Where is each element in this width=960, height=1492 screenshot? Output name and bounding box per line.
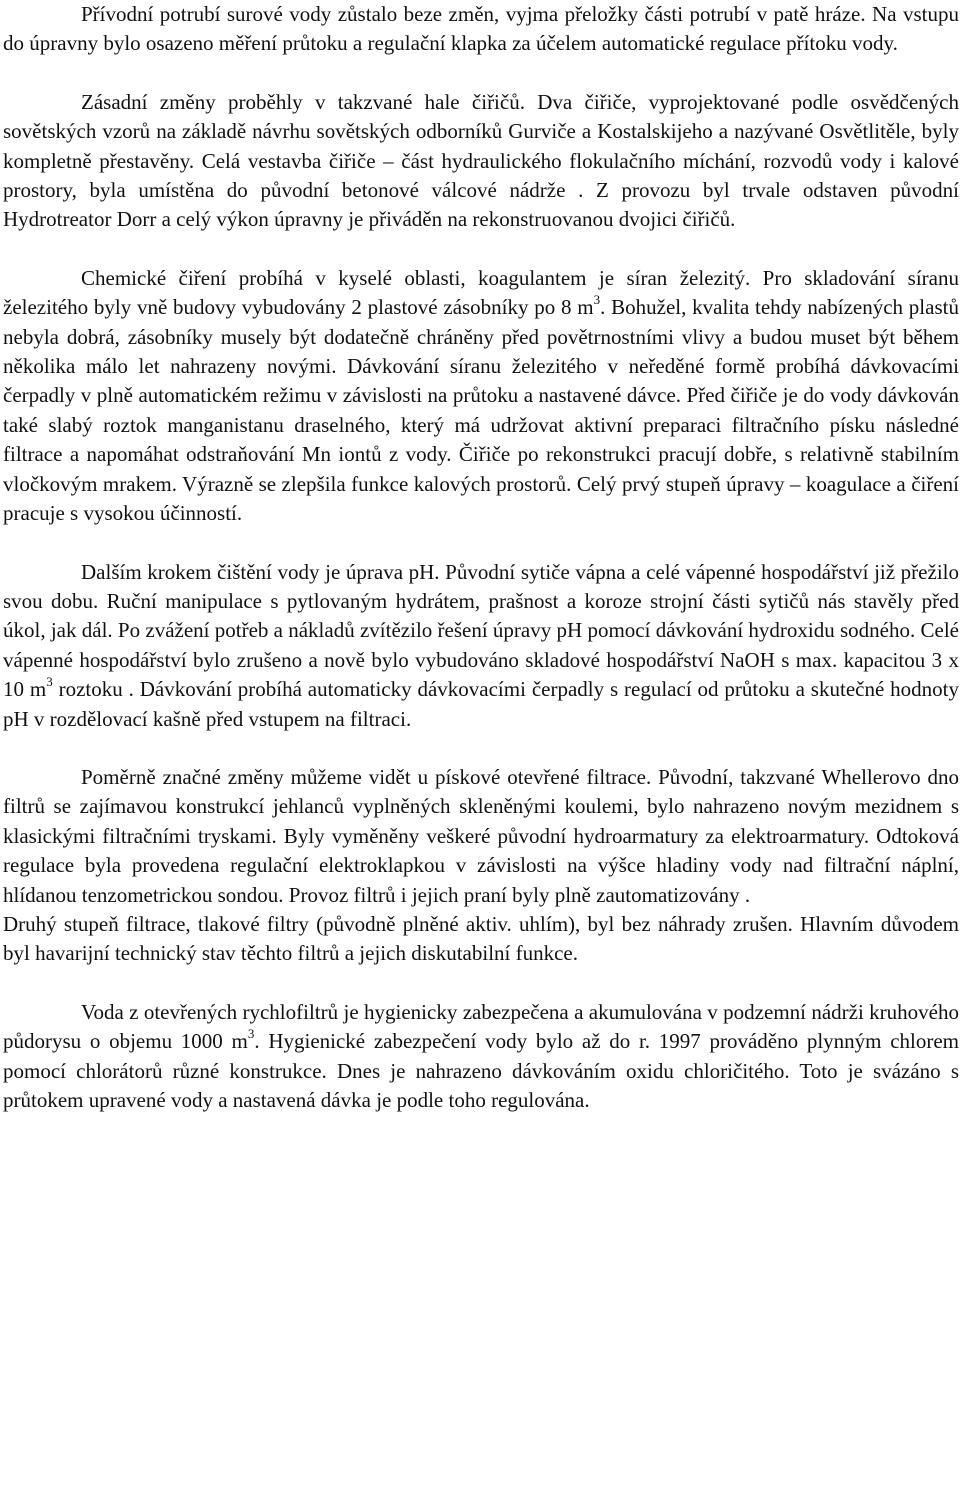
paragraph-text: Voda z otevřených rychlofiltrů je hygienicky zabezpečena a akumulována v podzemní nádrži kruhového půdorysu o objemu 1000 m	[3, 999, 959, 1054]
paragraph-text: Zásadní změny proběhly v takzvané hale čiřičů. Dva čiřiče, vyprojektované podle osvědčených sovětských vzorů na základě návrhu sovětských odborníků Gurviče a Kostalskijeho a nazývané Osvětlitěle, byly kompletně přestavěny. Celá vestavba čiřiče – část hydraulického flokulačního míchání, rozvodů vody i kalové prostory, byla umístěna do původní betonové válcové nádrže . Z provozu byl trvale odstaven původní Hydrotreator Dorr a celý výkon úpravny je přiváděn na rekonstruovanou dvojici čiřičů.	[3, 89, 959, 232]
document-page	[3, 0, 959, 1115]
paragraph-text: Chemické čiření probíhá v kyselé oblasti, koagulantem je síran železitý. Pro skladování síranu železitého byly vně budovy vybudovány 2 plastové zásobníky po 8 m	[3, 265, 959, 320]
paragraph-gap	[3, 235, 959, 264]
paragraph-text: roztoku . Dávkování probíhá automaticky dávkovacími čerpadly s regulací od průtoku a skutečné hodnoty pH v rozdělovací kašně před vstupem na filtraci.	[3, 677, 959, 731]
paragraph-text: . Hygienické zabezpečení vody bylo až do r. 1997 prováděno plynným chlorem pomocí chlorátorů různé konstrukce. Dnes je nahrazeno dávkováním oxidu chloričitého. Toto je svázáno s průtokem upravené vody a nastavená dávka je podle toho regulována.	[3, 1029, 960, 1112]
paragraph-clarifier-hall	[3, 88, 959, 235]
paragraph-text: Poměrně značné změny můžeme vidět u pískové otevřené filtrace. Původní, takzvané Whellerovo dno filtrů se zajímavou konstrukcí jehlanců vyplněných skleněnými koulemi, bylo nahrazeno novým mezidnem s klasickými filtračními tryskami. Byly vyměněny veškeré původní hydroarmatury za elektroarmatury. Odtoková regulace byla provedena regulační elektroklapkou v závislosti na výšce hladiny vody nad filtrační náplní, hlídanou tenzometrickou sondou. Provoz filtrů i jejich praní byly plně zautomatizovány .	[3, 764, 959, 907]
paragraph-text: Druhý stupeň filtrace, tlakové filtry (původně plněné aktiv. uhlím), byl bez náhrady zrušen. Hlavním důvodem byl havarijní technický stav těchto filtrů a jejich diskutabilní funkce.	[3, 911, 959, 966]
paragraph-text: . Bohužel, kvalita tehdy nabízených plastů nebyla dobrá, zásobníky musely být dodatečně chráněny před povětrnostními vlivy a budou muset být během několika málo let nahrazeny novými. Dávkování síranu železitého v neředěné formě probíhá dávkovacími čerpadly v plně automatickém režimu v závislosti na průtoku a nastavené dávce. Před čiřiče je do vody dávkován také slabý roztok manganistanu draselného, který má udržovat aktivní preparaci filtračního písku následné filtrace a napomáhat odstraňování Mn iontů z vody. Čiřiče po rekonstrukci pracují dobře, s relativně stabilním vločkovým mrakem. Výrazně se zlepšila funkce kalových prostorů. Celý prvý stupeň úpravy – koagulace a čiření pracuje s vysokou účinností.	[3, 295, 959, 526]
paragraph-text: Dalším krokem čištění vody je úprava pH. Původní sytiče vápna a celé vápenné hospodářství již přežilo svou dobu. Ruční manipulace s pytlovaným hydrátem, prašnost a koroze strojní části sytičů nás stavěly před úkol, jak dál. Po zvážení potřeb a nákladů zvítězilo řešení úpravy pH pomocí dávkování hydroxidu sodného. Celé vápenné hospodářství bylo zrušeno a nově bylo vybudováno skladové hospodářství NaOH s max. kapacitou 3 x 10 m	[3, 559, 959, 702]
paragraph-sand-filtration	[3, 763, 959, 910]
paragraph-chemical-clarification	[3, 264, 959, 529]
paragraph-gap	[3, 529, 959, 558]
superscript-exponent: 3	[247, 1026, 255, 1042]
paragraph-gap	[3, 734, 959, 763]
paragraph-raw-water-inlet	[3, 0, 959, 59]
paragraph-gap	[3, 59, 959, 88]
paragraph-ph-adjustment	[3, 558, 959, 734]
paragraph-gap	[3, 969, 959, 998]
superscript-exponent: 3	[46, 674, 53, 690]
superscript-exponent: 3	[593, 292, 601, 308]
paragraph-pressure-filters	[3, 910, 959, 969]
paragraph-disinfection	[3, 998, 959, 1116]
paragraph-text: Přívodní potrubí surové vody zůstalo beze změn, vyjma přeložky části potrubí v patě hráze. Na vstupu do úpravny bylo osazeno měření průtoku a regulační klapka za účelem automatické regulace přítoku vody.	[3, 2, 959, 56]
